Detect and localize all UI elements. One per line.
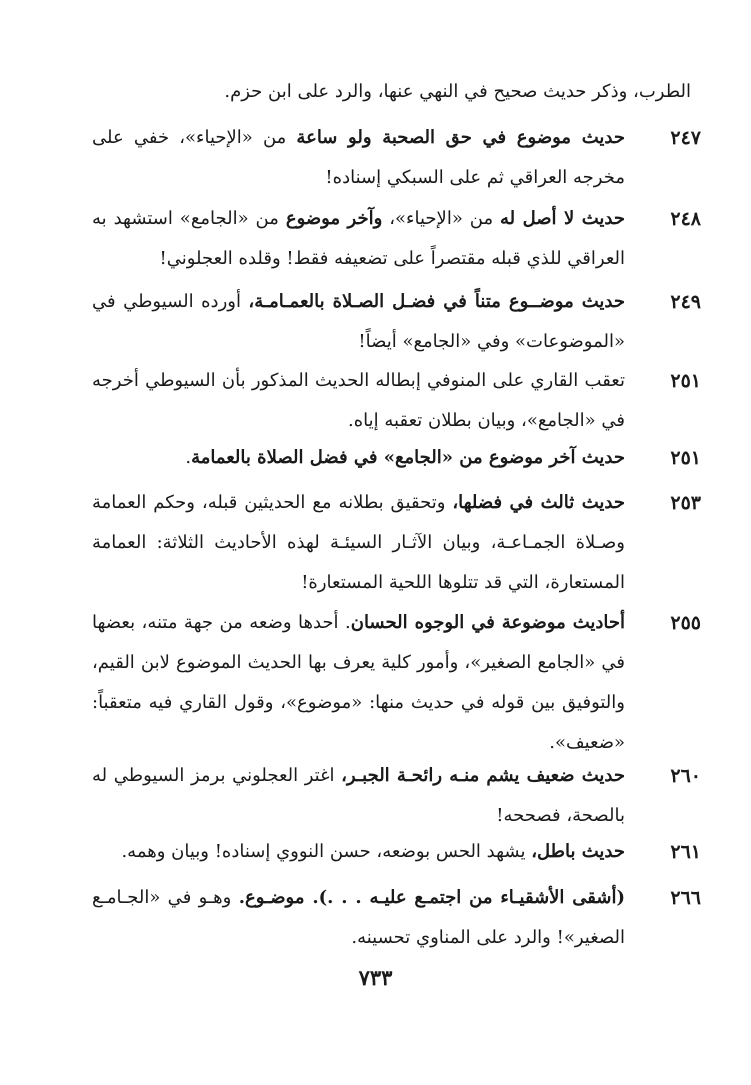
entry-body: . bbox=[185, 447, 192, 468]
entry-body: من «الجامع» استشهد به العراقي للذي قبله مقتصراً على تضعيفه فقط! وقلده العجلوني! bbox=[92, 208, 625, 269]
entry-title: أحاديث موضوعة في الوجوه الحسان bbox=[350, 612, 626, 633]
entry-body: وتحقيق بطلانه مع الحديثين قبله، وحكم العمامة وصـلاة الجمـاعـة، وبيان الآثـار السيئـة لهذه الأحاديث الثلاثة: العمامة المستعارة، التي قد تتلوها اللحية المستعارة! bbox=[92, 492, 625, 593]
entry-body: . أحدها وضعه من جهة متنه، بعضها في «الجامع الصغير»، وأمور كلية يعرف بها الحديث الموضوع لابن القيم، والتوفيق بين قوله في حديث منها: «موضوع»، وقول القاري فيه متعقباً: «ضعيف». bbox=[92, 612, 625, 753]
list-item bbox=[92, 118, 699, 198]
list-item bbox=[92, 832, 699, 872]
entry-title: حديث لا أصل له bbox=[500, 208, 625, 229]
entry-number: ٢٦٦ bbox=[670, 887, 701, 909]
entry-body: أورده السيوطي في «الموضوعات» وفي «الجامع» أيضاً! bbox=[92, 291, 625, 352]
list-item bbox=[92, 361, 699, 441]
entry-number: ٢٥١ bbox=[670, 370, 701, 392]
entry-text bbox=[92, 603, 625, 763]
entry-body: اغتر العجلوني برمز السيوطي له بالصحة، فصححه! bbox=[92, 765, 625, 826]
entry-number: ٢٥٣ bbox=[670, 492, 701, 514]
entry-title: حديث ثالث في فضلها، bbox=[452, 492, 625, 513]
list-item bbox=[92, 603, 699, 763]
page-number: ٧٣٣ bbox=[358, 965, 393, 990]
list-item bbox=[92, 438, 699, 478]
entry-text bbox=[92, 483, 625, 603]
entry-number: ٢٦٠ bbox=[670, 765, 701, 787]
entry-text bbox=[92, 878, 625, 958]
list-item bbox=[92, 282, 699, 362]
entry-text bbox=[92, 199, 625, 279]
entry-number: ٢٥١ bbox=[670, 447, 701, 469]
entry-text bbox=[92, 282, 625, 362]
entry-number: ٢٥٥ bbox=[670, 612, 701, 634]
list-item bbox=[92, 483, 699, 603]
entry-number: ٢٤٧ bbox=[670, 127, 701, 149]
entry-body: من «الإحياء»، خفي على مخرجه العراقي ثم على السبكي إسناده! bbox=[92, 127, 625, 188]
entry-number: ٢٤٩ bbox=[670, 291, 701, 313]
list-item bbox=[92, 756, 699, 836]
continuation-paragraph bbox=[92, 72, 699, 112]
entry-title: حديث موضــوع متناً في فضـل الصـلاة بالعمـامـة، bbox=[248, 291, 625, 312]
list-item bbox=[92, 199, 699, 279]
entry-body: من «الإحياء»، bbox=[382, 208, 501, 229]
entry-text bbox=[92, 438, 625, 478]
entry-text: تعقب القاري على المنوفي إبطاله الحديث المذكور بأن السيوطي أخرجه في «الجامع»، وبيان بطلان تعقبه إياه. bbox=[92, 370, 625, 431]
entry-title: حديث ضعيف يشم منـه رائحـة الجبـر، bbox=[341, 765, 626, 786]
entry-title: حديث موضوع في حق الصحبة ولو ساعة bbox=[296, 127, 625, 148]
entry-text bbox=[92, 118, 625, 198]
entry-body: وهـو في «الجـامـع الصغير»! والرد على المناوي تحسينه. bbox=[92, 887, 625, 948]
entry-title: (أشقى الأشقيـاء من اجتمـع عليـه . . .). موضـوع. bbox=[238, 887, 625, 908]
entry-title: حديث آخر موضوع من «الجامع» في فضل الصلاة بالعمامة bbox=[191, 447, 625, 468]
entry-title-secondary: وآخر موضوع bbox=[285, 208, 383, 229]
entry-number: ٢٦١ bbox=[670, 841, 701, 863]
entry-title: حديث باطل، bbox=[531, 841, 625, 862]
list-item bbox=[92, 878, 699, 958]
entry-text bbox=[92, 832, 625, 872]
continuation-text: الطرب، وذكر حديث صحيح في النهي عنها، والرد على ابن حزم. bbox=[224, 81, 691, 102]
entry-text bbox=[92, 756, 625, 836]
entry-number: ٢٤٨ bbox=[670, 208, 701, 230]
entry-body: يشهد الحس بوضعه، حسن النووي إسناده! وبيان وهمه. bbox=[121, 841, 532, 862]
